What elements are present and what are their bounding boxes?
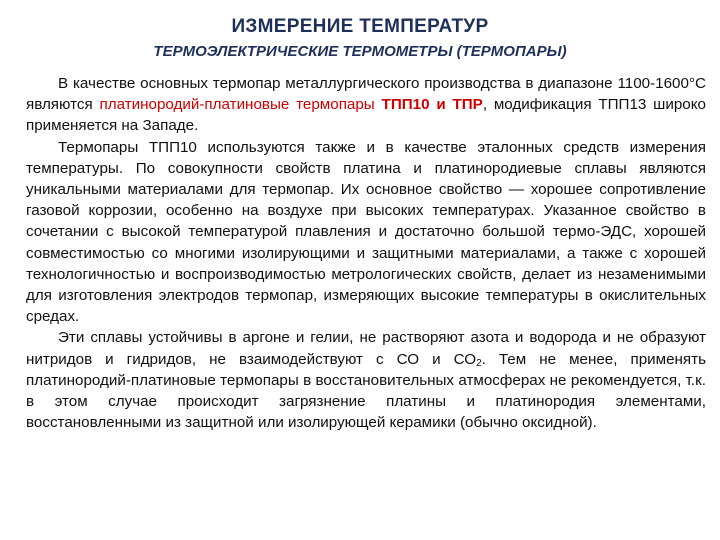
paragraph-3-text-end: . Тем не менее, применять платинородий-платиновые термопары в восстановительных атмосферах не рекомендуется, т.к. в этом случае происходит загрязнение платины и платинородия элементами, восстановленными из защитной или изолирующей керамики (обычно оксидной). [26, 350, 706, 432]
highlight-thermocouple-type: платинородий-платиновые термопары [99, 96, 375, 114]
paragraph-3-text-start: Эти сплавы устойчивы в аргоне и гелии, не растворяют азота и водорода и не образуют нитридов и гидридов, не взаимодействуют с СО и СО [26, 329, 706, 368]
paragraph-1-text-end: , модификация ТПП13 широко применяется на Западе. [26, 96, 706, 135]
paragraph-1-space [375, 96, 382, 113]
co2-subscript: 2 [476, 357, 482, 369]
paragraph-3 [26, 327, 706, 433]
body-text [26, 73, 706, 433]
paragraph-1-text-start: В качестве основных термопар металлургического производства в диапазоне 1100-1600°С являются [26, 75, 706, 114]
slide-subtitle: ТЕРМОЭЛЕКТРИЧЕСКИЕ ТЕРМОМЕТРЫ (ТЕРМОПАРЫ) [153, 43, 567, 60]
slide-title: ИЗМЕРЕНИЕ ТЕМПЕРАТУР [231, 16, 489, 37]
paragraph-2: Термопары ТПП10 используются также и в качестве эталонных средств измерения температуры. По совокупности свойств платина и платинородиевые сплавы являются уникальными материалами для термопар. Их основное свойство — хорошее сопротивление газовой коррозии, особенно на воздухе при высоких температурах. Указанное свойство в сочетании с высокой температурой плавления и достаточно большой термо-ЭДС, хорошей совместимостью со многими изолирующими и защитными материалами, а также с хорошей технологичностью и воспроизводимостью метрологических свойств, делает из незаменимыми для изготовления электродов термопар, измеряющих высокие температуры в окислительных средах. [26, 138, 706, 326]
highlight-thermocouple-grades: ТПП10 и ТПР [381, 96, 483, 114]
paragraph-1 [26, 73, 706, 137]
